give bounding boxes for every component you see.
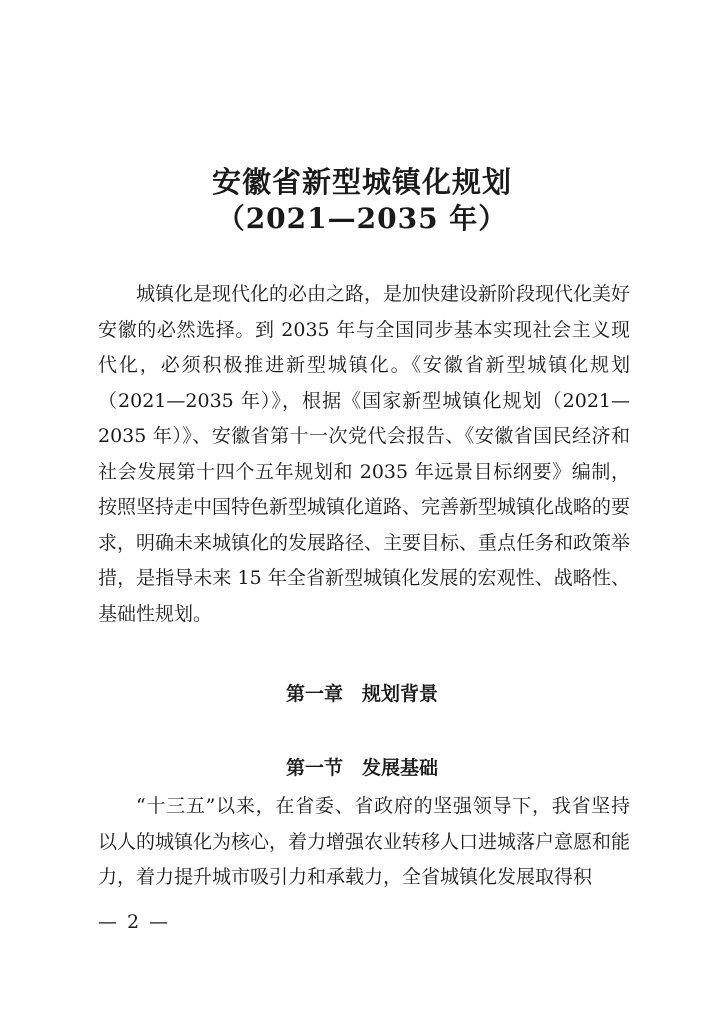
intro-paragraph: 城镇化是现代化的必由之路，是加快建设新阶段现代化美好安徽的必然选择。到 2035 年与全国同步基本实现社会主义现代化，必须积极推进新型城镇化。《安徽省新型城镇化规划（2021—2035 年）》，根据《国家新型城镇化规划（2021—2035 年）》、安徽省第十一次党代会报告、《安徽省国民经济和社会发展第十四个五年规划和 2035 年远景目标纲要》编制，按照坚持走中国特色新型城镇化道路、完善新型城镇化战略的要求，明确未来城镇化的发展路径、主要目标、重点任务和政策举措，是指导未来 15 年全省新型城镇化发展的宏观性、战略性、基础性规划。 — [98, 283, 631, 625]
chapter-heading: 第一章 规划背景 — [285, 683, 438, 705]
section-paragraph: “十三五”以来，在省委、省政府的坚强领导下，我省坚持以人的城镇化为核心，着力增强农业转移人口进城落户意愿和能力，着力提升城市吸引力和承载力，全省城镇化发展取得积 — [98, 795, 631, 888]
page-number: — 2 — — [98, 911, 171, 933]
document-title: 安徽省新型城镇化规划 — [211, 165, 512, 199]
document-title-years: （2021—2035 年） — [216, 202, 508, 235]
section-heading: 第一节 发展基础 — [285, 757, 438, 779]
